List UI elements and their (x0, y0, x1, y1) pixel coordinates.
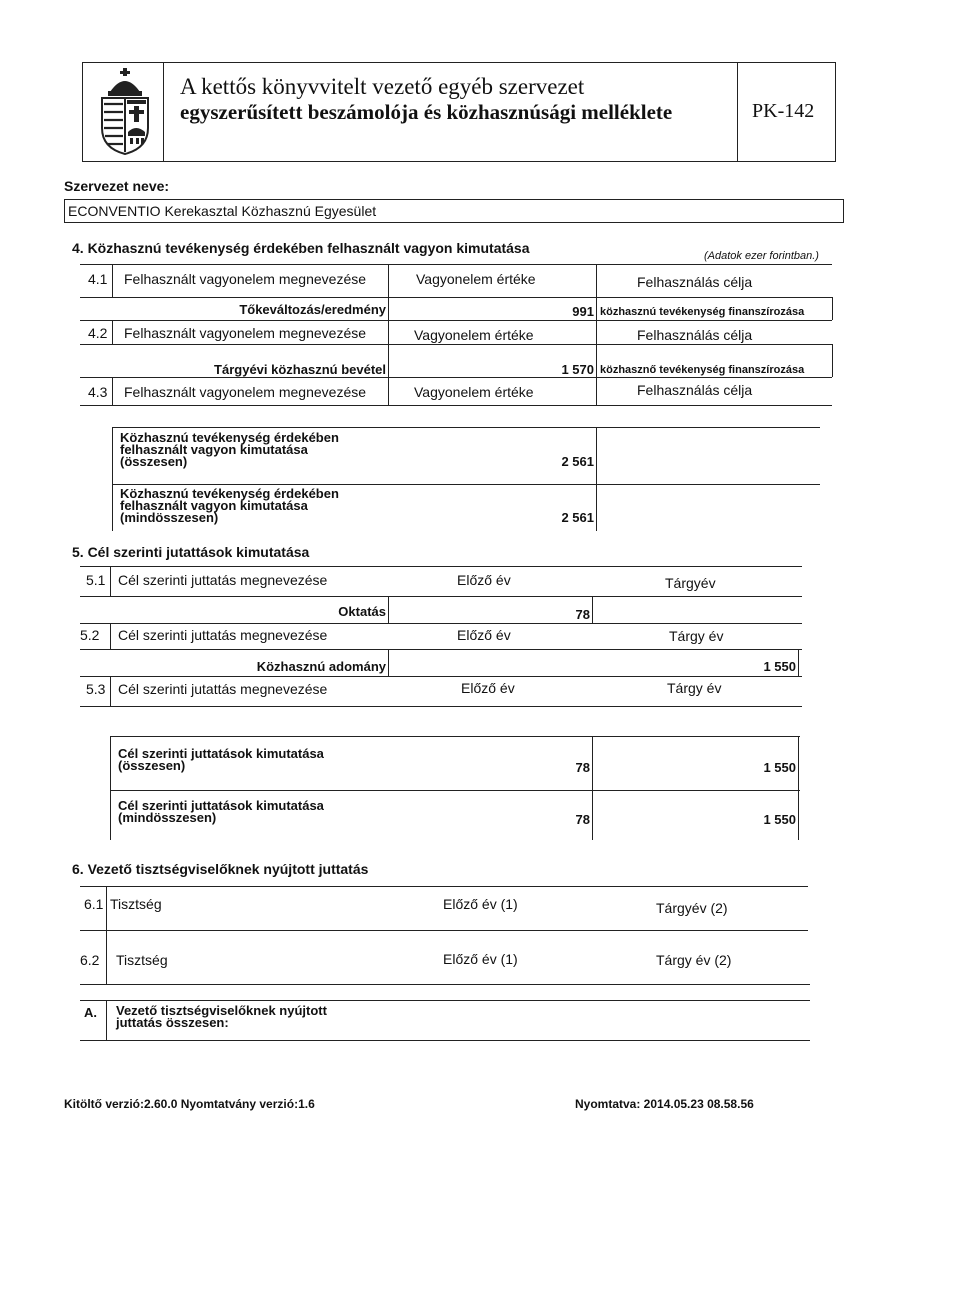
total4-top-line (112, 427, 820, 428)
footer-printed: Nyomtatva: 2014.05.23 08.58.56 (575, 1097, 754, 1111)
row51-number: 5.1 (86, 572, 106, 588)
total5-label-line2: (összesen) (118, 758, 186, 773)
row62-divider (106, 930, 107, 985)
row51-col-name: Cél szerinti juttatás megnevezése (118, 572, 328, 588)
row61-divider (106, 886, 107, 931)
row42-bottom-line (80, 344, 832, 345)
grand-total5-curr: 1 550 (763, 812, 796, 827)
row41-number: 4.1 (88, 271, 108, 287)
row42-item-name: Tárgyévi közhasznú bevétel (214, 362, 386, 377)
grand-total5-label (118, 800, 324, 824)
row41-col-value: Vagyonelem értéke (416, 271, 536, 287)
row43-top-line (80, 377, 832, 378)
row53-col-prev: Előző év (461, 680, 515, 696)
row61-bottom-line (80, 930, 808, 931)
row53-col-name: Cél szerinti jutattás megnevezése (118, 681, 328, 697)
row43-number: 4.3 (88, 384, 108, 400)
row62-col-prev: Előző év (1) (443, 951, 518, 967)
row51-top-line (80, 566, 802, 567)
row52-top-line (80, 623, 802, 624)
grand-total5-prev: 78 (575, 812, 590, 827)
row42-top-line (80, 320, 832, 321)
row52-divider (110, 623, 111, 650)
row41-item-divider (388, 297, 389, 320)
hungarian-coat-of-arms-logo (96, 66, 154, 156)
org-name-label: Szervezet neve: (64, 178, 170, 194)
row41-col-name: Felhasznált vagyonelem megnevezése (124, 271, 367, 287)
row51-item-name: Oktatás (338, 604, 386, 619)
total5-curr-divider (798, 736, 799, 840)
row41-item-name: Tőkeváltozás/eredmény (239, 302, 386, 317)
row52-number: 5.2 (80, 627, 100, 643)
total4-left-border (112, 427, 113, 531)
row42-item-purpose: közhasznő tevékenység finanszírozása (600, 364, 805, 376)
row42-divider (596, 320, 597, 345)
form-title-line1: A kettős könyvvitelt vezető egyéb szervezet (180, 74, 585, 99)
section4-title: 4. Közhasznú tevékenység érdekében felhasznált vagyon kimutatása (72, 240, 530, 256)
row42-col-purpose: Felhasználás célja (637, 327, 753, 343)
row41-top-line (80, 264, 832, 265)
row51-col-prev: Előző év (457, 572, 511, 588)
row62-number: 6.2 (80, 952, 100, 968)
header-divider-right (737, 62, 738, 162)
row43-divider (596, 377, 597, 406)
total4-label (120, 432, 339, 468)
row43-divider (388, 377, 389, 406)
row61-number: 6.1 (84, 896, 104, 912)
row41-divider (388, 264, 389, 298)
row62-bottom-line (80, 984, 810, 985)
total6-number: A. (84, 1005, 97, 1020)
section6-title: 6. Vezető tisztségviselőknek nyújtott juttatás (72, 861, 369, 877)
row42-item-value: 1 570 (561, 362, 594, 377)
row62-col-curr: Tárgy év (2) (656, 952, 732, 968)
total4-label-line3: (összesen) (120, 454, 188, 469)
row51-col-curr: Tárgyév (665, 575, 716, 591)
grand-total4-label-line3: (mindösszesen) (120, 510, 219, 525)
row41-divider (112, 264, 113, 298)
row41-bottom-line (80, 297, 832, 298)
row42-col-name: Felhasznált vagyonelem megnevezése (124, 325, 367, 341)
total6-divider (106, 1000, 107, 1041)
org-name-value: ECONVENTIO Kerekasztal Közhasznú Egyesület (68, 203, 377, 219)
row42-item-divider (596, 344, 597, 377)
row52-item-name: Közhasznú adomány (256, 659, 386, 674)
footer-version: Kitöltő verzió:2.60.0 Nyomtatvány verzió:1.6 (64, 1097, 315, 1111)
row42-number: 4.2 (88, 325, 108, 341)
total4-value: 2 561 (561, 454, 594, 469)
row43-col-name: Felhasznált vagyonelem megnevezése (124, 384, 367, 400)
row61-col-curr: Tárgyév (2) (656, 900, 728, 916)
row53-col-curr: Tárgy év (667, 680, 722, 696)
row51-divider (110, 566, 111, 597)
row62-col-name: Tisztség (116, 952, 168, 968)
row53-divider (110, 676, 111, 707)
grand-total5-label-line1: Cél szerinti juttatások kimutatása (118, 798, 324, 813)
row51-item-divider (592, 596, 593, 624)
row52-col-name: Cél szerinti juttatás megnevezése (118, 627, 328, 643)
total4-value-divider (596, 427, 597, 531)
row52-bottom-line (80, 649, 802, 650)
row42-item-divider (832, 344, 833, 377)
row43-col-purpose: Felhasználás célja (637, 382, 753, 398)
total5-curr: 1 550 (763, 760, 796, 775)
total5-left-border (110, 736, 111, 840)
total6-label (116, 1005, 327, 1029)
row41-item-divider (832, 297, 833, 320)
total4-label-line2: felhasznált vagyon kimutatása (120, 442, 308, 457)
row53-bottom-line (80, 706, 802, 707)
row41-col-purpose: Felhasználás célja (637, 274, 753, 290)
row52-item-curr: 1 550 (763, 659, 796, 674)
grand-total4-label-line2: felhasznált vagyon kimutatása (120, 498, 308, 513)
row52-item-divider (388, 649, 389, 677)
row43-divider (112, 377, 113, 406)
row53-number: 5.3 (86, 681, 106, 697)
total4-label-line1: Közhasznú tevékenység érdekében (120, 430, 339, 445)
grand-total4-label-line1: Közhasznú tevékenység érdekében (120, 486, 339, 501)
row61-col-prev: Előző év (1) (443, 896, 518, 912)
section5-title: 5. Cél szerinti jutattások kimutatása (72, 544, 310, 560)
row41-item-divider (596, 297, 597, 320)
unit-note: (Adatok ezer forintban.) (704, 250, 819, 262)
total6-label-line2: juttatás összesen: (116, 1015, 229, 1030)
row43-col-value: Vagyonelem értéke (414, 384, 534, 400)
grand-total4-label (120, 488, 339, 524)
row51-item-divider (388, 596, 389, 624)
total5-prev: 78 (575, 760, 590, 775)
row41-divider (596, 264, 597, 298)
row52-item-divider (798, 649, 799, 677)
row51-bottom-line (80, 596, 802, 597)
total5-top-line (110, 736, 800, 737)
grand-total4-value: 2 561 (561, 510, 594, 525)
row43-bottom-line (80, 405, 832, 406)
grand-total5-label-line2: (mindösszesen) (118, 810, 217, 825)
form-code: PK-142 (752, 100, 815, 122)
total6-top-line (80, 1000, 810, 1001)
total5-mid-line (110, 790, 800, 791)
row52-col-prev: Előző év (457, 627, 511, 643)
total4-mid-line (112, 484, 820, 485)
total6-bottom-line (80, 1040, 810, 1041)
header-divider-left (163, 62, 164, 162)
row61-top-line (80, 886, 808, 887)
row42-item-divider (388, 344, 389, 377)
row42-divider (388, 320, 389, 345)
total5-label-line1: Cél szerinti juttatások kimutatása (118, 746, 324, 761)
row41-item-purpose: közhasznú tevékenység finanszírozása (600, 306, 805, 318)
row42-divider (112, 320, 113, 345)
form-title-line2: egyszerűsített beszámolója és közhasznúsági melléklete (180, 100, 673, 124)
row51-item-prev: 78 (575, 607, 590, 622)
row52-col-curr: Tárgy év (669, 628, 724, 644)
total5-label (118, 748, 324, 772)
row53-top-line (80, 676, 802, 677)
row41-item-value: 991 (572, 304, 594, 319)
row61-col-name: Tisztség (110, 896, 162, 912)
total6-label-line1: Vezető tisztségviselőknek nyújtott (116, 1003, 327, 1018)
row42-col-value: Vagyonelem értéke (414, 327, 534, 343)
total5-prev-divider (592, 736, 593, 840)
